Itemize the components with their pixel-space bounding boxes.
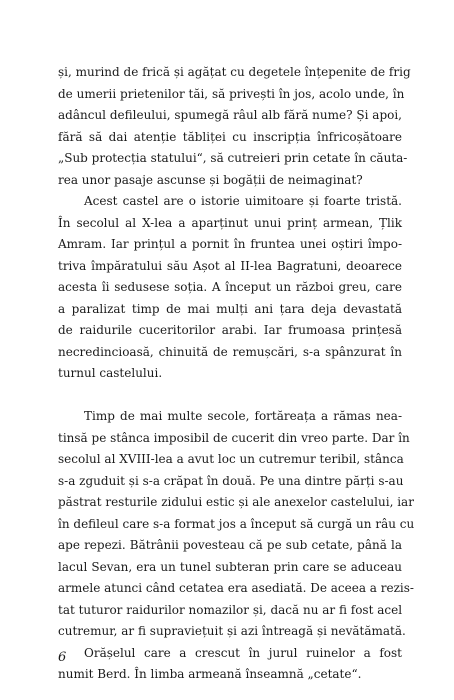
text-line: numit Berd. În limba armeană înseamnă „cetate“.	[58, 667, 362, 681]
text-line: ape repezi. Bătrânii povesteau că pe sub cetate, până la	[58, 538, 402, 552]
text-line: s-a zguduit și s-a crăpat în două. Pe una dintre părți s-au	[58, 473, 404, 488]
text-line: acesta îi sedusese soția. A început un război greu, care	[58, 280, 402, 294]
paragraph	[58, 191, 402, 385]
page-number: 6	[58, 650, 67, 665]
page-body	[58, 62, 415, 686]
paragraph	[58, 62, 411, 191]
text-line: armele atunci când cetatea era asediată. De aceea a rezis-	[58, 581, 414, 595]
text-line: secolul al XVIII-lea a avut loc un cutremur teribil, stânca	[58, 452, 404, 466]
text-line: turnul castelului.	[58, 366, 163, 380]
text-line: de umerii prietenilor tăi, să privești în jos, acolo unde, în	[58, 86, 405, 101]
text-line: rea unor pasaje ascunse și bogății de neimaginat?	[58, 172, 363, 187]
text-line: cutremur, ar fi supraviețuit și azi întreagă și nevătămată.	[58, 624, 406, 638]
text-line: fără să dai atenție tăbliței cu inscripția înfricoșătoare	[58, 129, 402, 144]
text-line: în defileul care s-a format jos a început să curgă un râu cu	[58, 516, 415, 531]
text-line: și, murind de frică și agățat cu degetele înțepenite de frig	[58, 65, 411, 79]
text-line: lacul Sevan, era un tunel subteran prin care se aduceau	[58, 559, 402, 574]
paragraph-spacer	[58, 385, 402, 407]
text-line: Orășelul care a crescut în jurul ruinelor a fost	[84, 645, 402, 660]
text-line: necredincioasă, chinuită de remușcări, s-a spânzurat în	[58, 344, 402, 359]
text-line: adâncul defileului, spumegă râul alb fără nume? Și apoi,	[58, 108, 402, 122]
text-line: a paralizat timp de mai mulți ani țara deja devastată	[58, 301, 402, 316]
text-line: tinsă pe stânca imposibil de cucerit din vreo parte. Dar în	[58, 430, 410, 445]
text-line: de raidurile cuceritorilor arabi. Iar frumoasa prințesă	[58, 323, 402, 337]
text-line: păstrat resturile zidului estic și ale anexelor castelului, iar	[58, 495, 414, 509]
paragraph	[58, 643, 402, 686]
text-line: Acest castel are o istorie uimitoare și foarte tristă.	[84, 194, 402, 208]
text-line: tat tuturor raidurilor nomazilor și, dacă nu ar fi fost acel	[58, 602, 403, 617]
paragraph	[58, 406, 415, 643]
text-line: triva împăratului său Așot al II-lea Bagratuni, deoarece	[58, 258, 402, 273]
text-line: Amram. Iar prințul a pornit în fruntea unei oștiri împo-	[58, 237, 402, 251]
text-line: În secolul al X-lea a aparținut unui prinț armean, Țlik	[58, 215, 402, 230]
text-line: „Sub protecția statului“, să cutreieri prin cetate în căuta-	[58, 151, 408, 165]
text-line: Timp de mai multe secole, fortăreața a rămas nea-	[84, 409, 402, 423]
